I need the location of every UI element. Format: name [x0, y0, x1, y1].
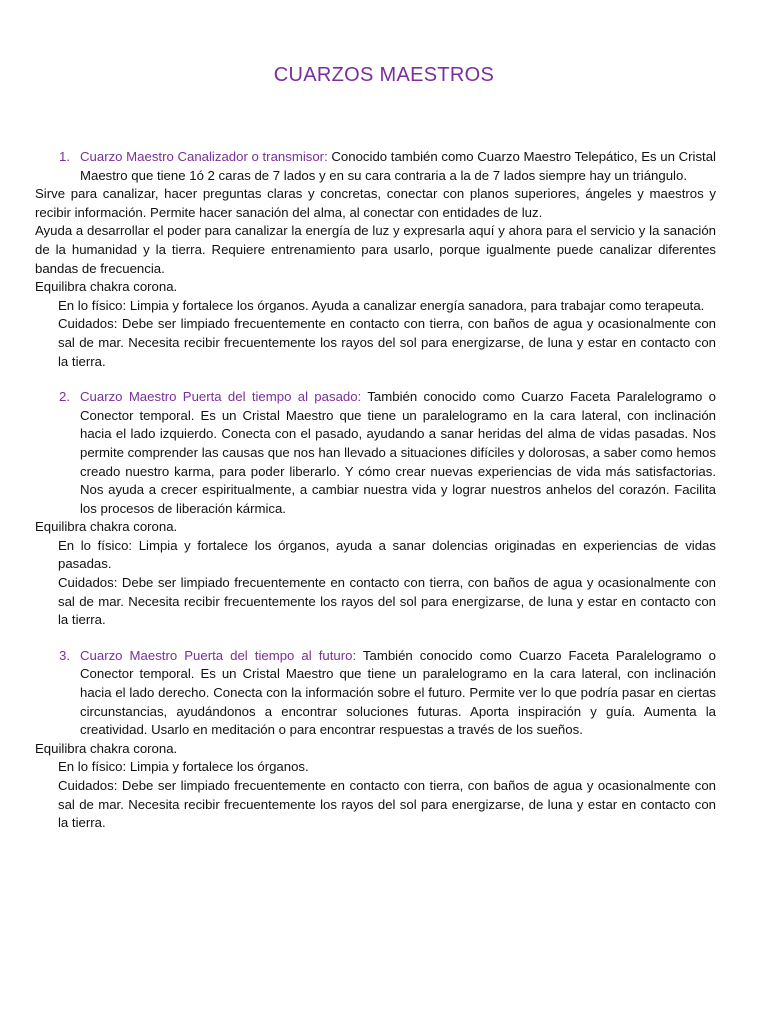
- fisico-paragraph: En lo físico: Limpia y fortalece los órganos.: [58, 759, 309, 775]
- paragraph: Sirve para canalizar, hacer preguntas claras y concretas, conectar con planos superiores, ángeles y maestros y recibir información. Permite hacer sanación del alma, al conectar con entidades de luz.: [35, 186, 716, 220]
- section-intro-text: También conocido como Cuarzo Faceta Paralelogramo o Conector temporal. Es un Cristal Maestro que tiene un paralelogramo en la cara lateral, con inclinación hacia el lado derecho. Conecta con la información sobre el futuro. Permite ver lo que podría pasar en ciertas circunstancias, ayudándonos a encontrar soluciones futuras. Aporta inspiración y guía. Aumenta la creatividad. Usarlo en meditación o para encontrar respuestas a través de los sueños.: [80, 647, 716, 738]
- section-number: 3.: [59, 647, 70, 663]
- cuidados-paragraph: Cuidados: Debe ser limpiado frecuentemente en contacto con tierra, con baños de agua y ocasionalmente con sal de mar. Necesita recibir frecuentemente los rayos del sol para energizarse, de luna y estar en contacto con la tierra.: [58, 575, 716, 628]
- section-intro: [80, 388, 716, 518]
- section-heading: Cuarzo Maestro Puerta del tiempo al pasado:: [80, 389, 362, 405]
- chakra-line: Equilibra chakra corona.: [35, 279, 178, 295]
- section-intro-text: Conocido también como Cuarzo Maestro Telepático, Es un Cristal Maestro que tiene 1ó 2 caras de 7 lados y en su cara contraria a la de 7 lados siempre hay un triángulo.: [80, 149, 716, 183]
- section-1: [35, 148, 716, 185]
- chakra-line: Equilibra chakra corona.: [35, 740, 178, 756]
- section-heading: Cuarzo Maestro Canalizador o transmisor:: [80, 149, 328, 164]
- cuidados-paragraph: Cuidados: Debe ser limpiado frecuentemente en contacto con tierra, con baños de agua y ocasionalmente con sal de mar. Necesita recibir frecuentemente los rayos del sol para energizarse, de luna y estar en contacto con la tierra.: [58, 778, 716, 831]
- section-heading: Cuarzo Maestro Puerta del tiempo al futuro:: [80, 647, 357, 663]
- section-2: [35, 388, 716, 518]
- section-intro: [80, 148, 716, 185]
- page-title: CUARZOS MAESTROS: [273, 64, 495, 86]
- section-intro: [80, 647, 716, 740]
- section-3: [35, 647, 716, 740]
- fisico-paragraph: En lo físico: Limpia y fortalece los órganos. Ayuda a canalizar energía sanadora, para trabajar como terapeuta.: [58, 297, 705, 313]
- section-number: 2.: [59, 389, 70, 405]
- paragraph: Ayuda a desarrollar el poder para canalizar la energía de luz y expresarla aquí y ahora para el servicio y la sanación de la humanidad y la tierra. Requiere entrenamiento para usarlo, porque igualmente puede canalizar diferentes bandas de frecuencia.: [35, 223, 716, 276]
- chakra-line: Equilibra chakra corona.: [35, 519, 178, 535]
- section-number: 1.: [59, 149, 70, 164]
- cuidados-paragraph: Cuidados: Debe ser limpiado frecuentemente en contacto con tierra, con baños de agua y ocasionalmente con sal de mar. Necesita recibir frecuentemente los rayos del sol para energizarse, de luna y estar en contacto con la tierra.: [58, 316, 716, 369]
- section-intro-text: También conocido como Cuarzo Faceta Paralelogramo o Conector temporal. Es un Cristal Maestro que tiene un paralelogramo en la cara lateral, con inclinación hacia el lado izquierdo. Conecta con el pasado, ayudando a sanar heridas del alma de vidas pasadas. Nos permite comprender las causas que nos han llevado a situaciones difíciles y dolorosas, a saber como hemos creado nuestro karma, para poder liberarlo. Y cómo crear nuevas experiencias de vida más satisfactorias. Nos ayuda a crecer espiritualmente, a cambiar nuestra vida y lograr nuestros anhelos del corazón. Facilita los procesos de liberación kármica.: [80, 389, 716, 516]
- document-body: [35, 148, 716, 833]
- fisico-paragraph: En lo físico: Limpia y fortalece los órganos, ayuda a sanar dolencias originadas en experiencias de vidas pasadas.: [58, 537, 716, 572]
